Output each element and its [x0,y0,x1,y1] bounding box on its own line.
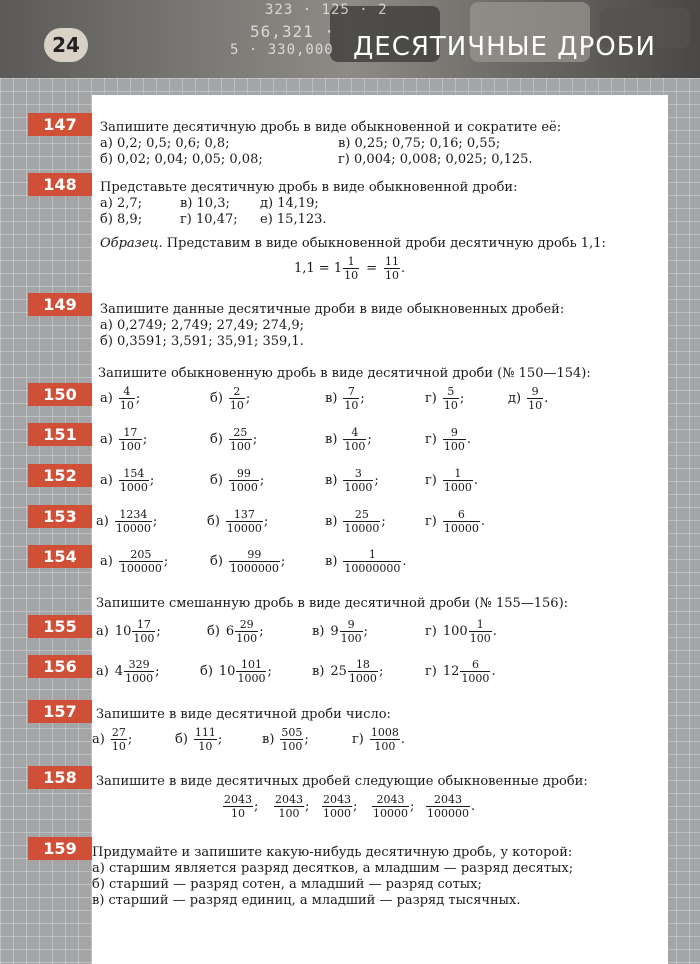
fraction [226,509,263,534]
fraction [469,619,492,644]
numerator: 1 [443,468,473,481]
item-label: а) [92,731,105,747]
exercise-153-item [207,509,268,534]
exercise-number-152: 152 [28,464,92,487]
exercise-156-item [425,659,496,684]
equation-end: . [401,260,406,276]
item-label: б) [207,513,220,529]
exercise-147-text: Запишите десятичную дробь в виде обыкновенной и сократите её: [100,120,562,135]
exercise-154-item [210,549,285,574]
exercise-number-159: 159 [28,837,92,860]
numerator: 101 [236,659,266,672]
numerator: 5 [443,386,459,399]
numerator: 154 [119,468,149,481]
numerator: 2043 [426,794,470,807]
item-label: в) [325,513,338,529]
fraction [343,386,359,411]
numerator: 1008 [370,726,399,739]
exercise-159-part-v: в) старший — разряд единиц, а младший — разряд тысячных. [92,893,521,908]
denominator: 10 [198,740,213,753]
exercise-148-part-v: в) 10,3; [180,196,230,211]
item-punctuation: ; [142,431,148,447]
denominator: 1000 [237,672,266,685]
item-punctuation: ; [267,663,272,679]
denominator: 10000 [226,522,262,535]
numerator: 205 [119,549,163,562]
exercise-147-part-a: а) 0,2; 0,5; 0,6; 0,8; [100,136,230,151]
exercise-151-item [210,427,257,452]
item-punctuation: ; [254,798,259,814]
item-punctuation: ; [163,553,169,569]
exercise-159-part-b: б) старший — разряд сотен, а младший — разряд сотых; [92,877,482,892]
exercise-148-part-g: г) 10,47; [180,212,238,227]
item-punctuation: ; [149,472,155,488]
exercise-157-text: Запишите в виде десятичной дроби число: [96,707,391,722]
denominator: 1000 [229,481,258,494]
denominator: 1000 [443,481,472,494]
denominator: 10 [528,399,543,412]
numerator: 2043 [275,793,303,806]
denominator: 100 [119,440,141,453]
item-label: б) [210,553,223,569]
numerator: 11 [385,255,400,268]
whole-part: 4 [114,663,124,679]
numerator: 9 [443,427,466,440]
fraction [229,386,245,411]
item-label: б) [210,472,223,488]
denominator: 100 [340,632,362,645]
exercise-152-item [210,468,264,493]
fraction [384,256,400,281]
fraction [124,659,154,684]
numerator: 2043 [224,793,252,806]
fraction [426,794,470,819]
item-label: г) [425,390,437,406]
exercise-151-item [100,427,147,452]
exercise-155-item [425,619,497,644]
exercise-149-part-b: б) 0,3591; 3,591; 35,91; 359,1. [100,334,304,349]
denominator: 1000 [461,672,490,685]
item-label: в) [312,663,325,679]
fraction [194,727,217,752]
item-label: б) [175,731,188,747]
header-decor-text: 56,321 · [250,22,336,41]
fraction [229,468,259,493]
exercise-150-item [508,386,548,411]
numerator: 4 [343,427,366,440]
item-label: г) [425,513,437,529]
item-label: а) [100,431,113,447]
item-punctuation: ; [252,431,258,447]
exercise-number-156: 156 [28,655,92,678]
exercise-156-item [312,659,383,684]
fraction [443,386,459,411]
item-punctuation: ; [367,431,372,447]
item-punctuation: ; [127,731,133,747]
fraction [119,386,135,411]
item-punctuation: . [473,472,479,488]
denominator: 100 [278,807,300,820]
numerator: 3 [343,468,373,481]
fraction [343,468,373,493]
item-label: г) [352,731,364,747]
item-label: г) [425,663,437,679]
page-header [0,0,700,78]
exercise-number-147: 147 [28,113,92,136]
exercise-156-item [200,659,272,684]
item-punctuation: . [491,663,496,679]
fraction [132,619,155,644]
exercise-149-part-a: а) 0,2749; 2,749; 27,49; 274,9; [100,318,305,333]
fraction [119,468,149,493]
item-punctuation: ; [217,731,223,747]
item-punctuation: . [471,798,476,814]
exercise-155-item [207,619,264,644]
numerator: 17 [119,427,142,440]
denominator: 1000 [348,672,377,685]
denominator: 100 [469,632,491,645]
item-punctuation: . [402,553,407,569]
item-punctuation: ; [263,513,269,529]
numerator: 7 [343,386,359,399]
exercise-number-153: 153 [28,505,92,528]
equals-sign: = [366,260,378,276]
exercise-159-part-a: а) старшим является разряд десятков, а младшим — разряд десятых; [92,861,574,876]
denominator: 10 [119,399,134,412]
item-punctuation: ; [280,553,286,569]
whole-part: 6 [225,623,235,639]
fraction [111,727,127,752]
whole-part: 10 [218,663,236,679]
item-label: б) [210,431,223,447]
page-number: 24 [44,28,88,62]
exercise-158-item [268,794,309,819]
numerator: 17 [132,619,155,632]
whole-part: 12 [442,663,460,679]
item-label: а) [96,663,109,679]
exercise-number-151: 151 [28,423,92,446]
fraction [527,386,543,411]
denominator: 100000 [119,562,162,575]
fraction [443,427,466,452]
item-punctuation: . [480,513,486,529]
numerator: 6 [443,509,480,522]
item-punctuation: ; [245,390,251,406]
item-punctuation: ; [156,623,161,639]
numerator: 2 [229,386,245,399]
exercise-157-item [175,727,222,752]
exercise-148-part-b: б) 8,9; [100,212,143,227]
fraction [343,427,366,452]
item-label: в) [262,731,275,747]
exercise-158-item [217,794,258,819]
header-decor-text: 323 · 125 · 2 [265,2,388,18]
exercise-148-part-a: а) 2,7; [100,196,143,211]
exercise-number-157: 157 [28,700,92,723]
denominator: 100 [133,632,155,645]
numerator: 137 [226,509,263,522]
exercise-159-text: Придумайте и запишите какую-нибудь десятичную дробь, у которой: [92,845,573,860]
exercise-151-item [325,427,372,452]
exercise-number-148: 148 [28,173,92,196]
exercise-157-item [262,727,309,752]
item-punctuation: ; [459,390,465,406]
denominator: 10 [111,740,126,753]
exercise-148-part-e: е) 15,123. [260,212,327,227]
exercise-number-155: 155 [28,615,92,638]
item-punctuation: . [466,431,472,447]
exercise-number-149: 149 [28,293,92,316]
whole-part: 9 [330,623,339,639]
fraction [372,794,409,819]
fraction [460,659,490,684]
numerator: 99 [229,468,259,481]
item-label: д) [508,390,522,406]
numerator: 1 [343,256,359,269]
exercise-153-item [425,509,485,534]
exercise-147-part-b: б) 0,02; 0,04; 0,05; 0,08; [100,152,263,167]
item-label: в) [325,553,338,569]
denominator: 100 [236,632,258,645]
instruction-155-156: Запишите смешанную дробь в виде десятичной дроби (№ 155—156): [96,596,569,611]
denominator: 10000 [373,807,408,820]
denominator: 100 [281,740,303,753]
whole-part: 100 [442,623,468,639]
exercise-153-item [96,509,157,534]
fraction [119,549,163,574]
exercise-155-item [96,619,161,644]
item-punctuation: ; [410,798,415,814]
fraction [236,659,266,684]
item-label: в) [325,390,338,406]
instruction-150-154: Запишите обыкновенную дробь в виде десятичной дроби (№ 150—154): [98,366,591,381]
item-punctuation: ; [304,731,309,747]
fraction [280,727,303,752]
exercise-number-150: 150 [28,383,92,406]
denominator: 100 [443,440,465,453]
sample-text: Представим в виде обыкновенной дроби десятичную дробь 1,1: [166,236,606,251]
item-punctuation: . [400,731,406,747]
fraction [443,509,480,534]
item-label: а) [96,513,109,529]
item-punctuation: ; [353,798,358,814]
numerator: 505 [281,726,303,739]
item-punctuation: ; [363,623,369,639]
denominator: 10000 [344,522,380,535]
exercise-number-158: 158 [28,766,92,789]
exercise-158-item [366,794,414,819]
exercise-150-item [425,386,464,411]
denominator: 10 [385,269,400,282]
exercise-157-item [92,727,132,752]
numerator: 6 [460,659,490,672]
denominator: 10 [229,399,244,412]
exercise-154-item [100,549,168,574]
denominator: 10 [231,807,245,820]
numerator: 1234 [115,509,152,522]
numerator: 2043 [323,793,351,806]
numerator: 29 [235,619,258,632]
exercise-157-item [352,727,405,752]
denominator: 1000000 [229,562,279,575]
exercise-150-item [100,386,140,411]
denominator: 1000 [344,481,373,494]
item-punctuation: ; [259,472,265,488]
item-punctuation: ; [374,472,379,488]
numerator: 111 [194,726,216,739]
fraction [274,794,304,819]
exercise-number-154: 154 [28,545,92,568]
exercise-150-item [325,386,365,411]
sample-equation [294,256,405,281]
fraction [115,509,152,534]
item-punctuation: ; [378,663,384,679]
numerator: 18 [348,659,378,672]
denominator: 100 [374,740,396,753]
fraction [348,659,378,684]
fraction [370,727,400,752]
item-punctuation: ; [155,663,160,679]
item-label: б) [207,623,220,639]
fraction [443,468,473,493]
chapter-title: ДЕСЯТИЧНЫЕ ДРОБИ [352,32,656,62]
item-label: б) [210,390,223,406]
denominator: 100 [344,440,366,453]
item-punctuation: ; [259,623,264,639]
numerator: 1 [343,549,401,562]
fraction [343,509,380,534]
denominator: 1000 [119,481,148,494]
numerator: 1 [469,619,492,632]
item-punctuation: ; [381,513,386,529]
exercise-150-item [210,386,250,411]
exercise-151-item [425,427,471,452]
denominator: 1000 [323,807,351,820]
numerator: 329 [124,659,154,672]
denominator: 10 [344,269,359,282]
exercise-147-part-v: в) 0,25; 0,75; 0,16; 0,55; [338,136,501,151]
exercise-153-item [325,509,386,534]
fraction [340,619,363,644]
denominator: 100 [229,440,251,453]
fraction [343,256,359,281]
fraction [322,794,352,819]
item-punctuation: ; [360,390,365,406]
denominator: 10000 [443,522,479,535]
item-label: а) [100,553,113,569]
item-punctuation: ; [305,798,310,814]
numerator: 25 [343,509,380,522]
item-label: г) [425,431,437,447]
exercise-152-item [425,468,478,493]
item-label: а) [100,390,113,406]
item-punctuation: . [492,623,497,639]
numerator: 9 [527,386,543,399]
item-label: г) [425,623,437,639]
exercise-155-item [312,619,368,644]
item-label: в) [325,472,338,488]
exercise-158-item [316,794,357,819]
numerator: 99 [229,549,280,562]
exercise-154-item [325,549,407,574]
denominator: 10 [344,399,359,412]
fraction [235,619,258,644]
fraction [119,427,142,452]
numerator: 4 [119,386,135,399]
numerator: 9 [340,619,363,632]
exercise-158-item [420,794,475,819]
fraction [343,549,401,574]
exercise-158-text: Запишите в виде десятичных дробей следующие обыкновенные дроби: [96,774,588,789]
denominator: 100000 [427,807,469,820]
whole-part: 25 [330,663,347,679]
exercise-152-item [325,468,379,493]
numerator: 27 [111,726,126,739]
denominator: 10000000 [344,562,401,575]
exercise-147-part-g: г) 0,004; 0,008; 0,025; 0,125. [338,152,533,167]
denominator: 1000 [125,672,154,685]
item-label: а) [96,623,109,639]
exercise-148-part-d: д) 14,19; [260,196,319,211]
exercise-149-text: Запишите данные десятичные дроби в виде обыкновенных дробей: [100,302,565,317]
item-punctuation: ; [135,390,141,406]
fraction [229,427,252,452]
item-label: а) [100,472,113,488]
exercise-148-text: Представьте десятичную дробь в виде обыкновенной дроби: [100,180,518,195]
sample-label: Образец. [100,236,163,251]
item-label: в) [312,623,325,639]
exercise-156-item [96,659,160,684]
item-label: б) [200,663,213,679]
whole-part: 10 [114,623,132,639]
equation-left: 1,1 = 1 [294,260,343,276]
denominator: 10 [443,399,458,412]
item-punctuation: ; [152,513,158,529]
exercise-152-item [100,468,154,493]
header-decor-text: 5 · 330,000 [230,42,334,58]
item-label: в) [325,431,338,447]
item-punctuation: . [544,390,549,406]
numerator: 25 [229,427,252,440]
item-label: г) [425,472,437,488]
denominator: 10000 [115,522,151,535]
numerator: 2043 [372,794,409,807]
fraction [223,794,253,819]
fraction [229,549,280,574]
